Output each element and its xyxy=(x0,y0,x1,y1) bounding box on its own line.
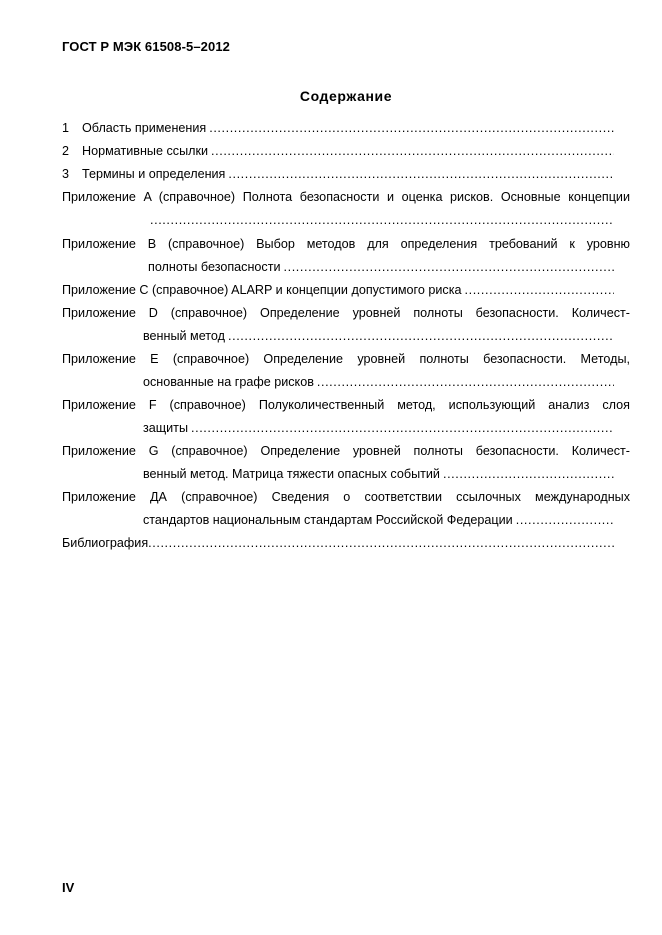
toc-entry-label: Область применения xyxy=(82,121,207,135)
toc-entry-label: Приложение ДА (справочное) Сведения о соответствии ссылочных международных xyxy=(62,490,630,504)
toc-entry-label: Термины и определения xyxy=(82,167,226,181)
leader-dots xyxy=(150,209,614,232)
toc-entry-annex-b[interactable] xyxy=(62,233,630,279)
toc-entry-label: Приложение F (справочное) Полуколичественный метод, использующий анализ слоя xyxy=(62,398,630,412)
leader-dots xyxy=(209,117,614,140)
toc-entry-label: Приложение C (справочное) ALARP и концепции допустимого риска xyxy=(62,283,462,297)
toc-entry-label: Нормативные ссылки xyxy=(82,144,209,158)
leader-dots xyxy=(516,509,614,532)
toc-entry-bibliography[interactable] xyxy=(62,532,630,555)
toc-entry-label-cont: полноты безопасности xyxy=(148,260,281,274)
page-number: IV xyxy=(62,880,75,895)
toc-entry-number: 3 xyxy=(62,167,70,181)
toc-entry-annex-a[interactable] xyxy=(62,186,630,232)
toc-entry-label: Приложение B (справочное) Выбор методов для определения требований к уровню xyxy=(62,237,630,251)
toc-entry-label: Приложение E (справочное) Определение уровней полноты безопасности. Методы, xyxy=(62,352,630,366)
toc-entry-label: Приложение G (справочное) Определение уровней полноты безопасности. Количест- xyxy=(62,444,630,458)
table-of-contents xyxy=(62,117,630,555)
toc-entry-1[interactable] xyxy=(62,117,630,140)
leader-dots xyxy=(228,163,614,186)
toc-entry-label-cont: стандартов национальным стандартам Российской Федерации xyxy=(143,513,513,527)
toc-entry-label: Приложение D (справочное) Определение уровней полноты безопасности. Количест- xyxy=(62,306,630,320)
toc-entry-label: Приложение A (справочное) Полнота безопасности и оценка рисков. Основные концепции xyxy=(62,190,630,204)
toc-entry-label-cont: основанные на графе рисков xyxy=(143,375,314,389)
toc-entry-label-cont: венный метод xyxy=(143,329,225,343)
toc-entry-3[interactable] xyxy=(62,163,630,186)
toc-entry-annex-g[interactable] xyxy=(62,440,630,486)
leader-dots xyxy=(317,371,614,394)
toc-entry-2[interactable] xyxy=(62,140,630,163)
leader-dots xyxy=(443,463,614,486)
toc-entry-number: 2 xyxy=(62,144,70,158)
leader-dots xyxy=(228,325,614,348)
toc-entry-number: 1 xyxy=(62,121,70,135)
document-code: ГОСТ Р МЭК 61508-5–2012 xyxy=(62,39,230,54)
toc-entry-label: Библиография xyxy=(62,536,149,550)
leader-dots xyxy=(211,140,614,163)
toc-entry-annex-da[interactable] xyxy=(62,486,630,532)
toc-entry-annex-e[interactable] xyxy=(62,348,630,394)
toc-entry-label-cont: защиты xyxy=(143,421,188,435)
toc-entry-label-cont: венный метод. Матрица тяжести опасных событий xyxy=(143,467,440,481)
leader-dots xyxy=(148,532,614,555)
toc-entry-annex-c[interactable] xyxy=(62,279,630,302)
toc-title: Содержание xyxy=(299,88,393,104)
leader-dots xyxy=(191,417,614,440)
leader-dots xyxy=(465,279,614,302)
toc-entry-annex-d[interactable] xyxy=(62,302,630,348)
toc-entry-annex-f[interactable] xyxy=(62,394,630,440)
leader-dots xyxy=(284,256,614,279)
